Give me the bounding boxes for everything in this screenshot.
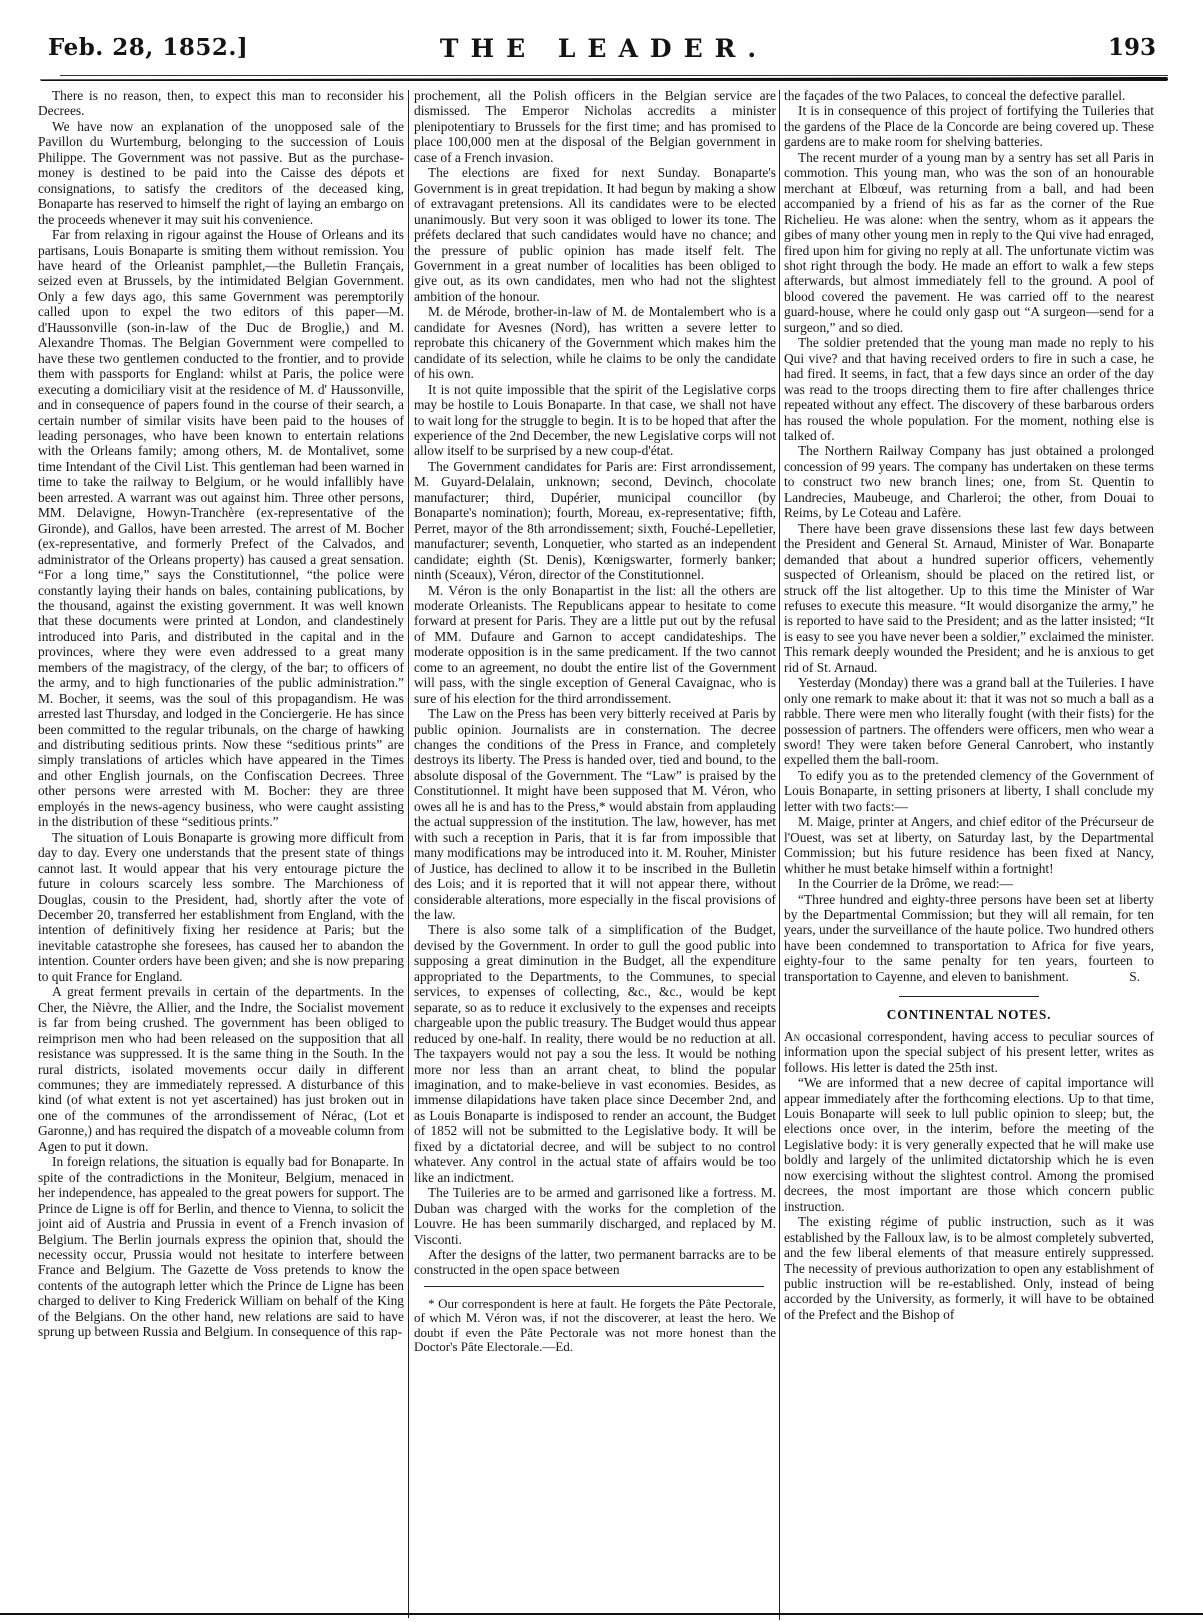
- column-2: [414, 88, 776, 1355]
- paragraph: The soldier pretended that the young man made no reply to his Qui vive? and that having received orders to fire in such a case, he had fired. It seems, in fact, that a few days since an order of the day was read to the troops directing them to fire after challenges thrice repeated without any effect. The discovery of these barbarous orders has roused the whole population. For the moment, nothing else is talked of.: [784, 335, 1154, 443]
- paragraph: After the designs of the latter, two permanent barracks are to be constructed in the open space between: [414, 1246, 776, 1278]
- paragraph: To edify you as to the pretended clemency of the Government of Louis Bonaparte, in setting prisoners at liberty, I shall conclude my letter with two facts:—: [784, 767, 1154, 814]
- paragraph: In the Courrier de la Drôme, we read:—: [798, 876, 1013, 892]
- paragraph: M. Véron is the only Bonapartist in the list: all the others are moderate Orleanists. The Republicans appear to hesitate to come forward at present for Paris. They are a little put out by the refusal of MM. Dufaure and Garnon to accept candidateships. The moderate opposition is in the same predicament. If the two cannot come to an agreement, no doubt the entire list of the Government will pass, with the single exception of General Cavaignac, who is sure of his election for the third arrondissement.: [414, 582, 776, 706]
- signature: S.: [1129, 968, 1140, 984]
- paragraph: the façades of the two Palaces, to conceal the defective parallel.: [784, 88, 1126, 103]
- issue-date: Feb. 28, 1852.]: [48, 34, 249, 61]
- paragraph: [784, 892, 1154, 985]
- paragraph: The Government candidates for Paris are: First arrondissement, M. Guyard-Delalain, unknown; second, Devinch, chocolate manufacturer; third, Dupérier, municipal councillor (by Bonaparte's nomination); fourth, Moreau, ex-representative; fifth, Perret, mayor of the 8th arrondissement; sixth, Fouché-Lepelletier, manufacturer; seventh, Lonquetier, who started as an independent candidate; eighth (St. Denis), Kœnigswarter, formerly banker; ninth (Sceaux), Véron, director of the Constitutionnel.: [414, 458, 776, 583]
- section-heading: CONTINENTAL NOTES.: [886, 1007, 1052, 1023]
- drop-word: An: [784, 1028, 801, 1044]
- paragraph: [784, 1029, 1154, 1075]
- page-bottom-rule: [0, 1613, 1203, 1615]
- paragraph: There is no reason, then, to expect this man to reconsider his Decrees.: [38, 88, 404, 119]
- newspaper-title: THE LEADER.: [439, 34, 769, 63]
- paragraph: The Law on the Press has been very bitterly received at Paris by public opinion. Journalists are in consternation. The decree changes the conditions of the Press in France, and completely destroys its liberty. The Press is handed over, tied and bound, to the absolute disposal of the Government. The “Law” is praised by the Constitutionnel. It might have been supposed that M. Véron, who owes all he is and has to the Press,* would abstain from applauding the actual suppression of the institution. The law, however, has met with such a reception in Paris, that it is far from impossible that many modifications may be introduced into it. M. Rouher, Minister of Justice, has declined to allow it to be inscribed in the Bulletin des Lois; and it is reported that it will not appear there, without considerable alterations, more especially in the fiscal provisions of the law.: [414, 706, 776, 923]
- paragraph: A great ferment prevails in certain of the departments. In the Cher, the Nièvre, the Allier, and the Indre, the Socialist movement is far from being crushed. The government has been obliged to reimprison men who had been released on the supposition that all resistance was suppressed. It is the same thing in the South. In the rural districts, isolated movements occur daily in different communes; they are immediately repressed. A disturbance of this kind (of what extent is not yet ascertained) has just broken out in one of the communes of the arrondissement of Nérac, (Lot et Garonne,) and has required the dispatch of a moveable column from Agen to put it down.: [38, 984, 404, 1154]
- masthead: [38, 34, 1170, 74]
- paragraph: In foreign relations, the situation is equally bad for Bonaparte. In spite of the contradictions in the Moniteur, Belgium, menaced in her independence, has appealed to the great powers for support. The Prince de Ligne is off for Berlin, and thence to Vienna, to solicit the joint aid of Austria and Prussia in event of a French invasion of Belgium. The Berlin journals express the opinion that, should the necessity occur, Prussia would not hesitate to interfere between France and Belgium. The Gazette de Voss pretends to know the contents of the autograph letter which the Prince de Ligne has been charged to deliver to King Frederick William on behalf of the King of the Belgians. On the other hand, new relations are said to have sprung up between Russia and Belgium. In consequence of this rap-: [38, 1154, 404, 1340]
- paragraph: There have been grave dissensions these last few days between the President and General St. Arnaud, Minister of War. Bonaparte demanded that about a hundred superior officers, vehemently suspected of Orleanism, should be placed on the retired list, or struck off the list altogether. Up to this time the Minister of War refuses to execute this measure. “It would disorganize the army,” he is reported to have said to the President; and as the latter insisted; “It is easy to see you have never been a soldier,” exclaimed the minister. This remark deeply wounded the President; and he is anxious to get rid of St. Arnaud.: [784, 520, 1154, 675]
- paragraph: The Northern Railway Company has just obtained a prolonged concession of 99 years. The company has undertaken on these terms to construct two new branch lines; one, from St. Quentin to Landrecies, Maubeuge, and Charleroi; the other, from Douai to Reims, by Le Coteau and Lafère.: [784, 443, 1154, 521]
- paragraph: The elections are fixed for next Sunday. Bonaparte's Government is in great trepidation. It had begun by making a show of extravagant pretensions. All its candidates were to be elected unanimously. But very soon it was obliged to lower its tone. The préfets declared that such candidates would have no chance; and the pressure of public opinion has made itself felt. The Government in a great number of localities has been obliged to give out, as its own candidates, men who had not the slightest ambition of the honour.: [414, 165, 776, 304]
- masthead-rule: [40, 77, 1168, 81]
- footnote-rule: [424, 1286, 764, 1287]
- section-rule: [899, 996, 1039, 997]
- paragraph: There is also some talk of a simplification of the Budget, devised by the Government. In order to gull the good public into supposing a great diminution in the Budget, all the expenditure appropriated to the Departments, to the Communes, to special services, to expenses of collecting, &c., &c., would be kept separate, so as to reduce it exclusively to the expenses and receipts chargeable upon the public treasury. The Budget would thus appear reduced by one-half. In reality, there would be no reduction at all. The taxpayers would not pay a sou the less. It would be nothing more nor less than an arrant cheat, to blind the popular imagination, and to make-believe in vast economies. Besides, as immense dilapidations have taken place since December 2nd, and as Louis Bonaparte is indisposed to render an account, the Budget of 1852 will not be submitted to the Legislative body. It will be fixed by a dictatorial decree, and will be subject to no control whatever. Any control in the actual state of affairs would be too like an indictment.: [414, 922, 776, 1185]
- paragraph: It is not quite impossible that the spirit of the Legislative corps may be hostile to Louis Bonaparte. In that case, we shall not have to wait long for the struggle to begin. It is to be hoped that after the experience of the 2nd December, the new Legislative corps will not allow itself to be surprised by a new coup-d'état.: [414, 381, 776, 459]
- masthead-thin-rule: [60, 75, 1168, 76]
- paragraph: The situation of Louis Bonaparte is growing more difficult from day to day. Every one understands that the present state of things cannot last. It would appear that his very entourage picture the future in colours scarcely less sombre. The Marchioness of Douglas, cousin to the President, had, shortly after the vote of December 20, transferred her establishment from England, with the intention of definitively fixing her residence at Paris; but the inevitable catastrophe she foresees, has caused her to abandon the intention. Counter orders have been given; and she is now preparing to quit France for England.: [38, 829, 404, 984]
- column-rule-1: [408, 90, 409, 1618]
- paragraph: M. de Mérode, brother-in-law of M. de Montalembert who is a candidate for Avesnes (Nord), has written a severe letter to reprobate this chicanery of the Government which makes him the candidate of its selection, while he claims to be only the candidate of his own.: [414, 304, 776, 382]
- column-1: [38, 88, 404, 1340]
- column-3: [784, 88, 1154, 1322]
- paragraph: M. Maige, printer at Angers, and chief editor of the Précurseur de l'Ouest, was set at liberty, on Saturday last, by the Departmental Commission; but his future residence has been fixed at Nancy, whither he must betake himself within a fortnight!: [784, 814, 1154, 876]
- paragraph-text: occasional correspondent, having access to peculiar sources of information upon the special subject of his present letter, writes as follows. His letter is dated the 25th inst.: [784, 1028, 1154, 1075]
- column-rule-2: [779, 90, 780, 1620]
- paragraph: We have now an explanation of the unopposed sale of the Pavillon du Wurtemburg, belonging to the succession of Louis Philippe. The Government was not passive. But as the purchase-money is destined to be paid into the Caisse des dépots et consignations, to satisfy the creditors of the deceased king, Bonaparte has reserved to himself the right of laying an embargo on the proceeds whenever it may suit his convenience.: [38, 118, 404, 227]
- paragraph: The recent murder of a young man by a sentry has set all Paris in commotion. This young man, who was the son of an honourable merchant at Elbœuf, was returning from a ball, and had been accompanied by a friend of his as far as the corner of the Rue Richelieu. He was alone: when the sentry, whom as it appears the gibes of many other young men in reply to the Qui vive had enraged, fired upon him for giving no reply at all. The unfortunate victim was shot right through the body. He made an effort to walk a few steps afterwards, but almost immediately fell to the ground. A pool of blood covered the pavement. He was carried off to the nearest guard-house, where he could only gasp out “A surgeon—send for a surgeon,” and so died.: [784, 149, 1154, 335]
- paragraph: The existing régime of public instruction, such as it was established by the Falloux law, is to be almost completely subverted, and the few liberal elements of that measure entirely suppressed. The necessity of previous authorization to open any establishment of public instruction will be re-established. Only, instead of being accorded by the University, as formerly, it will have to be obtained of the Prefect and the Bishop of: [784, 1214, 1154, 1322]
- paragraph: It is in consequence of this project of fortifying the Tuileries that the gardens of the Place de la Concorde are being covered up. These gardens are to make room for shelving batteries.: [784, 103, 1154, 150]
- paragraph: prochement, all the Polish officers in the Belgian service are dismissed. The Emperor Nicholas accredits a minister plenipotentiary to Brussels for the first time; and has promised to place 100,000 men at the disposal of the Belgian government in case of a French invasion.: [414, 88, 776, 165]
- paragraph: The Tuileries are to be armed and garrisoned like a fortress. M. Duban was charged with the works for the completion of the Louvre. He has been summarily discharged, and replaced by M. Visconti.: [414, 1185, 776, 1247]
- paragraph: “We are informed that a new decree of capital importance will appear immediately after the forthcoming elections. Up to that time, Louis Bonaparte will seek to lull public opinion to sleep; but, the elections once over, in the interim, before the meeting of the Legislative body: it is very generally expected that he will make use boldly and largely of the unlimited dictatorship which he is even now exercising without the slightest control. Among the promised decrees, the most important are those which concern public instruction.: [784, 1075, 1154, 1214]
- paragraph: Yesterday (Monday) there was a grand ball at the Tuileries. I have only one remark to make about it: that it was not so much a ball as a rabble. There were men who literally fought (with their fists) for the possession of partners. The offenders were officers, men who wear a sword! They were taken before General Canrobert, who instantly expelled them the ball-room.: [784, 675, 1154, 768]
- footnote: * Our correspondent is here at fault. He forgets the Pâte Pectorale, of which M. Véron was, if not the discoverer, at least the hero. We doubt if even the Pâte Pectorale was not more honest than the Doctor's Pâte Electorale.—Ed.: [414, 1295, 776, 1355]
- quoted-paragraph: “Three hundred and eighty-three persons have been set at liberty by the Departmental Commission; but they will all remain, for ten years, under the surveillance of the haute police. Two hundred others have been condemned to transportation to Africa for five years, eighty-four to the same penalty for ten years, fourteen to transportation to Cayenne, and eleven to banishment.: [784, 891, 1154, 984]
- paragraph: Far from relaxing in rigour against the House of Orleans and its partisans, Louis Bonaparte is smiting them without remission. You have heard of the Orleanist pamphlet,—the Bulletin Français, seized even at Brussels, by the intimidated Belgian Government. Only a few days ago, this same Government was peremptorily called upon to expel the two editors of this paper—M. d'Haussonville (son-in-law of the Duc de Broglie,) and M. Alexandre Thomas. The Belgian Government were compelled to have these two gentlemen conducted to the frontier, and to provide them with passports for England: whilst at Paris, the police were executing a domiciliary visit at the residence of M. d' Haussonville, and in consequence of papers found in the course of their search, a certain number of similar visits have been paid to the houses of leading personages, who have been known to entertain relations with the Orleans family; among others, M. de Montalivet, some time Intendant of the Civil List. This gentleman had been warned in time to take the railway to Belgium, or he would infallibly have been arrested. A warrant was out against him. Three other persons, MM. Delavigne, Howyn-Tranchère (ex-representative of the Gironde), and Gallos, have been arrested. The arrest of M. Bocher (ex-representative, and formerly Prefect of the Calvados, and administrator of the Orleans property) has caused a great sensation. “For a long time,” says the Constitutionnel, “the police were constantly laying their hands on bales, containing publications, by the thousand, against the existing government. It was well known that these documents were printed at London, and clandestinely introduced into Paris, and distributed in the capital and in the provinces, where they were even addressed to a great many members of the magistracy, of the clergy, of the bar; to officers of the army, and to high functionaries of the public administration.” M. Bocher, it seems, was the soul of this propagandism. He was arrested last Thursday, and lodged in the Conciergerie. He has since been committed to the regular tribunals, on the charge of hawking and distributing seditious prints. Now these “seditious prints” are simply translations of articles which have appeared in the Times and other English journals, on the Confiscation Decrees. Three other persons were arrested with M. Bocher: they are three employés in the news-agency business, who were caught assisting in the distribution of these “seditious prints.”: [38, 227, 404, 830]
- page-number: 193: [1107, 34, 1156, 61]
